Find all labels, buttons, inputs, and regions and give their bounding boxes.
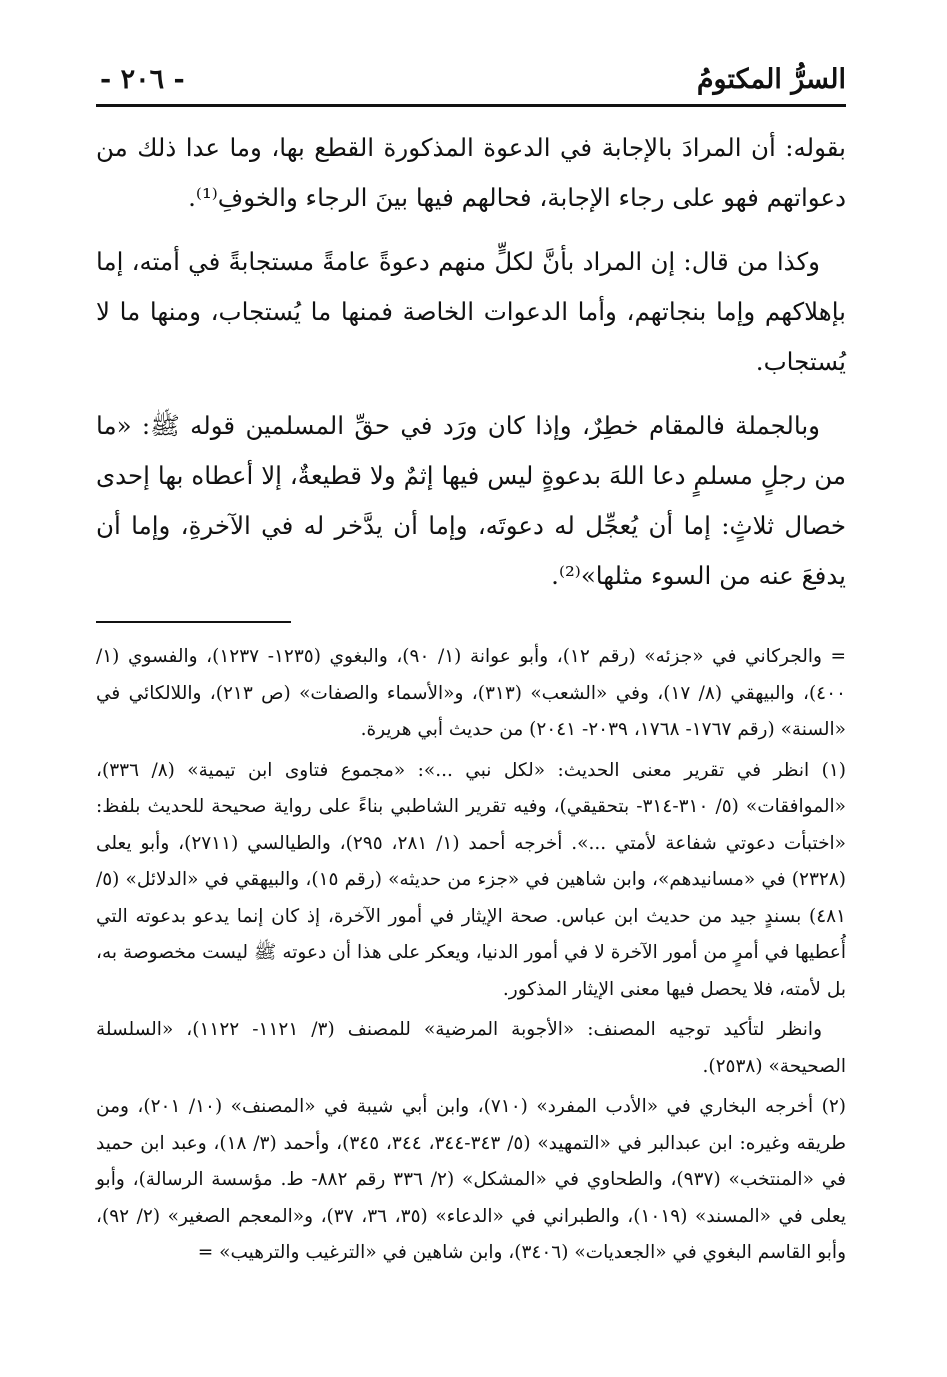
book-title: السرُّ المكتومُ (696, 64, 846, 95)
footnote-continued: = والجركاني في «جزئه» (رقم ١٢)، وأبو عوانة (١/ ٩٠)، والبغوي (١٢٣٥- ١٢٣٧)، والفسوي (١/ ٤٠٠)، والبيهقي (٨/ ١٧)، وفي «الشعب» (٣١٣)، و«الأسماء والصفات» (ص ٢١٣)، واللالكائي في «السنة» (رقم ١٧٦٧- ١٧٦٨، ٢٠٣٩- ٢٠٤١) من حديث أبي هريرة. (96, 646, 846, 740)
paragraph-1: بقوله: أن المرادَ بالإجابة في الدعوة المذكورة القطع بها، وما عدا ذلك من دعواتهم فهو على رجاء الإجابة، فحالهم فيها بينَ الرجاء والخوفِ⁽¹⁾. (96, 133, 846, 212)
paragraph-2: وكذا من قال: إن المراد بأنَّ لكلٍّ منهم دعوةً عامةً مستجابةً في أمته، إما بإهلاكهم وإما بنجاتهم، وأما الدعوات الخاصة فمنها ما يُستجاب، ومنها ما لا يُستجاب. (96, 247, 846, 376)
page-content (96, 58, 846, 1276)
footnote-1: (١) انظر في تقرير معنى الحديث: «لكل نبي ...»: «مجموع فتاوى ابن تيمية» (٨/ ٣٣٦)، «الموافقات» (٥/ ٣١٠-٣١٤- بتحقيقي)، وفيه تقرير الشاطبي بناءً على رواية صحيحة للحديث بلفظ: «اختبأت دعوتي شفاعة لأمتي ...». أخرجه أحمد (١/ ٢٨١، ٢٩٥)، والطيالسي (٢٧١١)، وأبو يعلى (٢٣٢٨) في «مسانيدهم»، وابن شاهين في «جزء من حديثه» (رقم ١٥)، والبيهقي في «الدلائل» (٥/ ٤٨١) بسندٍ جيد من حديث ابن عباس. صحة الإيثار في أمور الآخرة، إذ كان إنما يدعو بدعوته التي أُعطيها في أمرٍ من أمور الآخرة لا في أمور الدنيا، ويعكر على هذا أن دعوته ﷺ ليست مخصوصة به، بل لأمته، فلا يحصل فيها معنى الإيثار المذكور. (96, 759, 846, 1000)
footnote-2: (٢) أخرجه البخاري في «الأدب المفرد» (٧١٠)، وابن أبي شيبة في «المصنف» (١٠/ ٢٠١)، ومن طريقه وغيره: ابن عبدالبر في «التمهيد» (٥/ ٣٤٣-٣٤٤، ٣٤٤، ٣٤٥)، وأحمد (٣/ ١٨)، وعبد ابن حميد في «المنتخب» (٩٣٧)، والطحاوي في «المشكل» (٢/ ٣٣٦ رقم ٨٨٢- ط. مؤسسة الرسالة)، وأبو يعلى في «المسند» (١٠١٩)، والطبراني في «الدعاء» (٣٥، ٣٦، ٣٧)، و«المعجم الصغير» (٢/ ٩٢)، وأبو القاسم البغوي في «الجعديات» (٣٤٠٦)، وابن شاهين في «الترغيب والترهيب» = (96, 1096, 847, 1263)
running-header (96, 58, 846, 107)
footnote-1-extra: وانظر لتأكيد توجيه المصنف: «الأجوبة المرضية» للمصنف (٣/ ١١٢١- ١١٢٢)، «السلسلة الصحيحة» (٢٥٣٨). (96, 1019, 846, 1077)
page-number: - ٢٠٦ - (100, 64, 185, 95)
main-text (96, 123, 846, 601)
footnote-separator-wrap (96, 621, 846, 623)
paragraph-3: وبالجملة فالمقام خطِرٌ، وإذا كان ورَد في حقِّ المسلمين قوله ﷺ: «ما من رجلٍ مسلمٍ دعا اللهَ بدعوةٍ ليس فيها إثمٌ ولا قطيعةٌ، إلا أعطاه بها إحدى خصال ثلاثٍ: إما أن يُعجِّل له دعوتَه، وإما أن يدَّخر له في الآخرةِ، وإما أن يدفعَ عنه من السوء مثلها»⁽²⁾. (96, 411, 846, 590)
footnote-separator (96, 621, 291, 623)
footnotes (96, 639, 846, 1272)
